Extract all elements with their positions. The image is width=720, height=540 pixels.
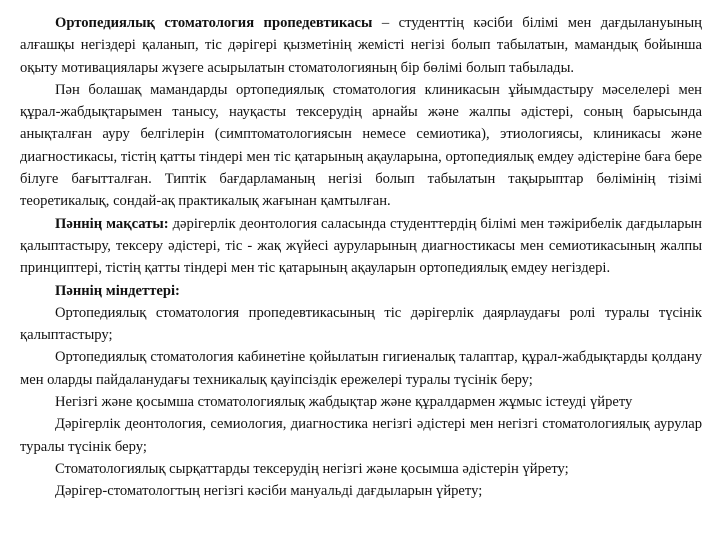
task-item: Негізгі және қосымша стоматологиялық жабдықтар және құралдармен жұмыс істеуді үйрету	[55, 394, 633, 411]
tasks-heading: Пәннің міндеттері:	[55, 282, 180, 299]
subject-title: Ортопедиялық стоматология пропедевтикасы	[55, 15, 373, 31]
document-page	[20, 12, 702, 503]
task-item: Стоматологиялық сырқаттарды тексерудің негізгі және қосымша әдістерін үйрету;	[55, 460, 569, 477]
task-item: Ортопедиялық стоматология кабинетіне қойылатын гигиеналық талаптар, құрал-жабдықтарды қолдану мен оларды пайдаланудағы техникалық қауіпсіздік ережелері туралы түсінік беру;	[20, 349, 702, 388]
goal-paragraph	[20, 213, 702, 280]
task-item: Дәрігер-стоматологтың негізгі кәсіби мануальді дағдыларын үйрету;	[55, 483, 483, 500]
task-item: Дәрігерлік деонтология, семиология, диагностика негізгі әдістері мен негізгі стоматологиялық аурулар туралы түсінік беру;	[20, 416, 702, 455]
task-item: Ортопедиялық стоматология пропедевтикасының тіс дәрігерлік даярлаудағы ролі туралы түсінік қалыптастыру;	[20, 304, 702, 344]
intro-text: – студенттің кәсіби білімі мен дағдылануының алғашқы негіздері қаланып, тіс дәрігері қызметінің жемісті негізі болып табылатын, мамандық бойынша оқыту мотивациялары жүзеге асырылатын стоматологияның бір бөлімі болып табылады.	[20, 15, 702, 76]
goal-text: дәрігерлік деонтология саласында студенттердің білімі мен тәжірибелік дағдыларын қалыптастыру, тексеру әдістері, тіс - жақ жүйесі ауруларының диагностикасы мен семиотикасының жалпы принциптері, тістің қатты тіндері мен тіс қатарының ақауларын ортопедиялық емдеу негіздері.	[20, 215, 702, 277]
goal-label: Пәннің мақсаты:	[55, 215, 169, 232]
overview-paragraph: Пән болашақ мамандарды ортопедиялық стоматология клиникасын ұйымдастыру мәселелері мен құрал-жабдықтарымен танысу, науқасты тексерудің арнайы және жалпы әдістері, соның барысында анықталған ауру белгілерін (симптоматологиясын немесе семиотика), этиологиясы, клиникасы және диагностикасы, тістің қатты тіндері мен тіс қатарының ақауларына, ортопедиялық емдеу әдістеріне баға бере білуге бағытталған. Типтік бағдарламаның негізі болып табылатын тақырыптар бөлімінің тізімі теоретикалық, сондай-ақ практикалық жағынан қамтылған.	[20, 81, 702, 210]
intro-paragraph	[20, 12, 702, 79]
